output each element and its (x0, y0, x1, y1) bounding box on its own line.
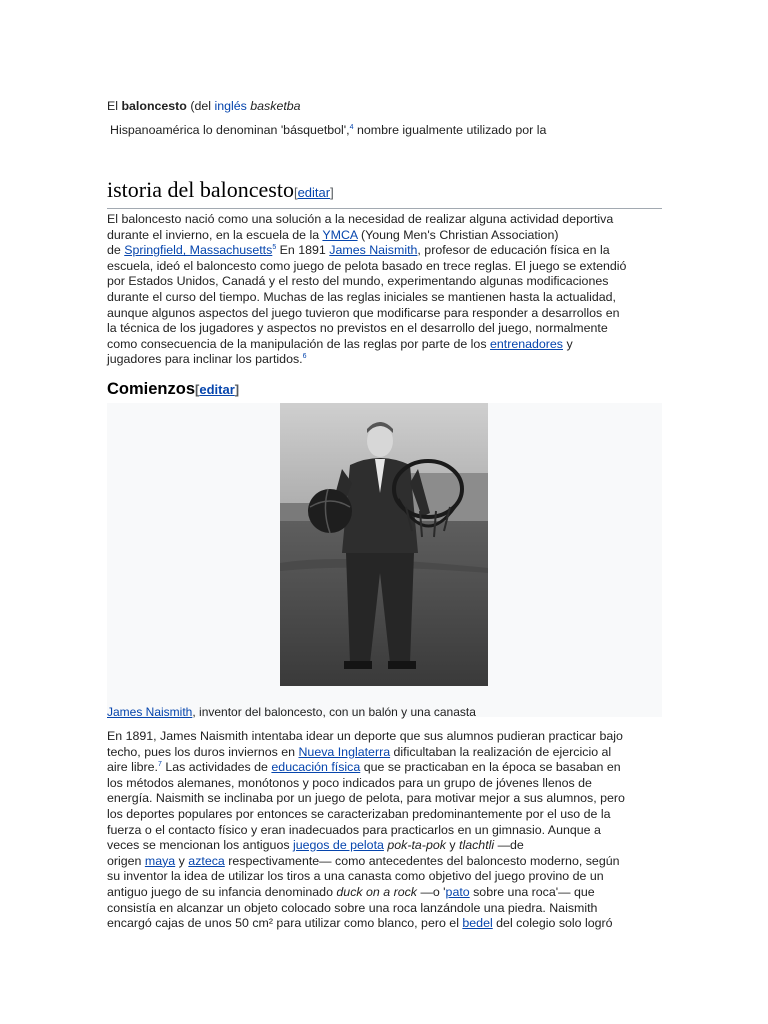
edit-link[interactable]: editar (199, 382, 235, 397)
link-entrenadores[interactable]: entrenadores (489, 336, 563, 351)
text: En 1891 (276, 243, 330, 258)
beginnings-paragraph (107, 729, 659, 932)
text: antiguo juego de su infancia denominado (107, 884, 337, 899)
text: dificultaban la realización de ejercicio al (390, 744, 612, 759)
text: sobre una roca'— que (469, 884, 595, 899)
text: durante el invierno, en la escuela de la (107, 227, 323, 242)
text: jugadores para inclinar los partidos. (107, 352, 303, 367)
link-ymca[interactable]: YMCA (322, 227, 358, 242)
link-springfield[interactable]: Springfield, Massachusetts (124, 243, 273, 258)
link-bedel[interactable]: bedel (462, 916, 493, 931)
text-line: consistía en alcanzar un objeto colocado sobre una roca lanzándole una piedra. Naismith (107, 900, 598, 915)
text: origen (107, 853, 145, 868)
intro-text: El (107, 99, 122, 113)
history-paragraph (107, 212, 659, 368)
text-line: energía. Naismith se inclinaba por un juego de pelota, para motivar mejor a sus alumnos, pero (107, 791, 625, 806)
photo-image (280, 403, 488, 686)
intro-text: nombre igualmente utilizado por la (353, 123, 547, 137)
text-line: durante el curso del tiempo. Muchas de las reglas iniciales se mantienen hasta la actualidad, (107, 289, 616, 304)
intro-line-2 (110, 123, 546, 139)
text-line (107, 352, 659, 368)
text: , profesor de educación física en la (417, 243, 610, 258)
edit-section (294, 185, 334, 200)
text-line (107, 854, 659, 870)
text-line: por Estados Unidos, Canadá y el resto del mundo, experimentando algunas modificaciones (107, 274, 609, 289)
naismith-photo[interactable] (280, 403, 488, 686)
text-line: su inventor la idea de utilizar los tiros a una canasta como objetivo del juego provino de un (107, 869, 604, 884)
text: veces se mencionan los antiguos (107, 838, 293, 853)
text-line: escuela, ideó el baloncesto como juego de pelota basado en trece reglas. El juego se extendió (107, 258, 627, 273)
link-educacion-fisica[interactable]: educación física (271, 760, 361, 775)
text: —o ' (417, 884, 446, 899)
bracket: [ (195, 382, 200, 397)
text: y (445, 838, 460, 853)
reference-link[interactable]: 6 (302, 353, 307, 361)
text-line: En 1891, James Naismith intentaba idear un deporte que sus alumnos pudieran practicar bajo (107, 729, 623, 743)
text: encargó cajas de unos 50 cm² para utilizar como blanco, pero el (107, 916, 463, 931)
figure-caption (107, 705, 476, 721)
italic-term: tlachtli (459, 838, 495, 853)
intro-italic: basketba (250, 99, 301, 113)
section-heading-beginnings (107, 378, 239, 401)
link-maya[interactable]: maya (144, 853, 176, 868)
text: Las actividades de (161, 760, 272, 775)
link-james-naismith[interactable]: James Naismith (329, 243, 418, 258)
italic-term: duck on a rock (336, 884, 417, 899)
text-line: los métodos alemanes, monótonos y poco indicados para un grupo de jóvenes llenos de (107, 775, 592, 790)
text-line (107, 228, 659, 244)
caption-link-naismith[interactable]: James Naismith (107, 705, 193, 719)
text: y (175, 853, 189, 868)
text: respectivamente— como antecedentes del baloncesto moderno, según (224, 853, 620, 868)
intro-text: Hispanoamérica lo denominan 'básquetbol', (110, 123, 350, 137)
reference-link[interactable]: 7 (157, 761, 162, 769)
text: y (563, 336, 573, 351)
link-nueva-inglaterra[interactable]: Nueva Inglaterra (298, 744, 391, 759)
text-line: los deportes populares por entonces se caracterizaban predominantemente por el uso de la (107, 806, 611, 821)
text: que se practicaban en la época se basaban en (360, 760, 621, 775)
text: (Young Men's Christian Association) (357, 227, 559, 242)
intro-line-1 (107, 99, 301, 115)
reference-link[interactable]: 4 (349, 123, 354, 131)
section-heading-history (107, 176, 662, 209)
text-line: El baloncesto nació como una solución a la necesidad de realizar alguna actividad deportiva (107, 212, 614, 226)
text-line: aunque algunos aspectos del juego tuvieron que modificarse para responder a desarrollos en (107, 305, 620, 320)
text-line: la técnica de los jugadores y aspectos no previstos en el desarrollo del juego, normalmente (107, 321, 608, 336)
text-line (107, 243, 659, 259)
text-line: fuerza o el contacto físico y eran inadecuados para practicarlos en un gimnasio. Aunque a (107, 822, 601, 837)
heading-text: istoria del baloncesto (107, 177, 294, 202)
text: del colegio solo logró (492, 916, 613, 931)
edit-link[interactable]: editar (297, 185, 331, 200)
link-pato[interactable]: pato (445, 884, 470, 899)
text-line (107, 760, 659, 776)
text-line (107, 745, 659, 761)
heading-text: Comienzos (107, 380, 196, 398)
text: techo, pues los duros inviernos en (107, 744, 299, 759)
bracket: ] (330, 185, 334, 200)
text: —de (494, 838, 524, 853)
figure (107, 403, 662, 717)
text: de (107, 243, 125, 258)
article-term: baloncesto (121, 99, 187, 113)
intro-text: (del (186, 99, 215, 113)
reference-link[interactable]: 5 (272, 244, 277, 252)
link-azteca[interactable]: azteca (188, 853, 225, 868)
italic-term: pok-ta-pok (387, 838, 446, 853)
text-line (107, 337, 659, 353)
link-ingles[interactable]: inglés (214, 99, 247, 113)
link-juegos-de-pelota[interactable]: juegos de pelota (292, 838, 384, 853)
text-line (107, 885, 659, 901)
text-line (107, 838, 659, 854)
bracket: [ (293, 185, 298, 200)
edit-section (195, 382, 239, 397)
text: aire libre. (107, 760, 158, 775)
text: como consecuencia de la manipulación de las reglas por parte de los (107, 336, 490, 351)
caption-text: , inventor del baloncesto, con un balón y una canasta (192, 705, 476, 719)
text-line (107, 916, 659, 932)
bracket: ] (234, 382, 240, 397)
